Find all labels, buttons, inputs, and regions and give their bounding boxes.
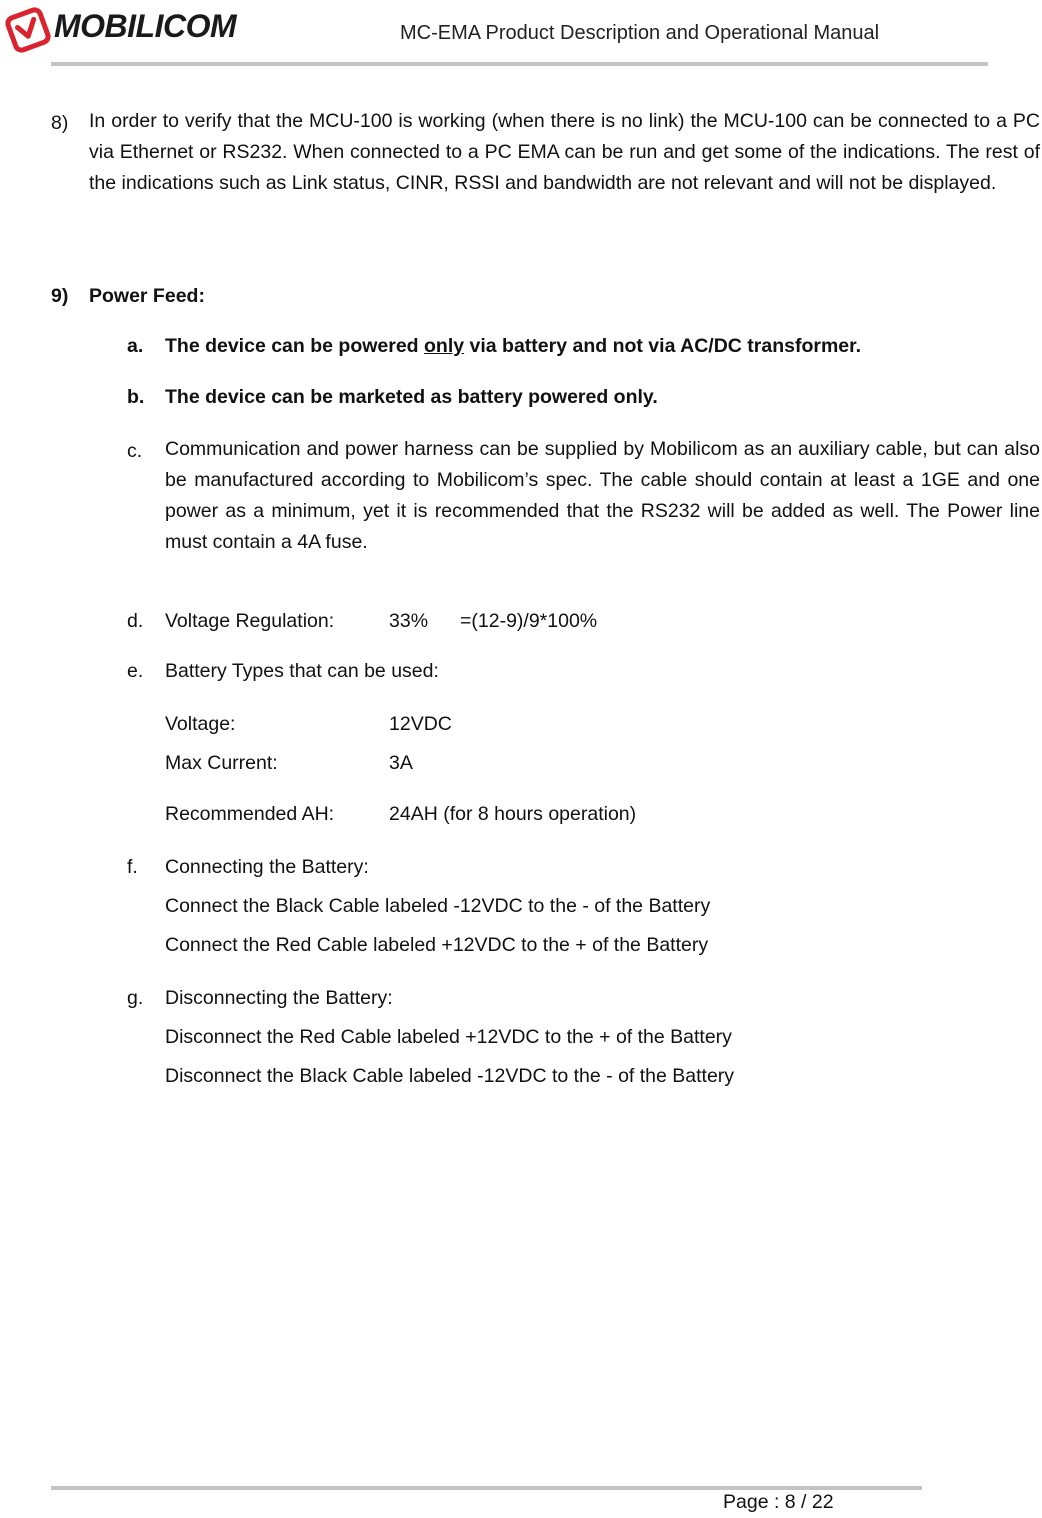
battery-row-value: 12VDC [389, 713, 452, 735]
sub-g-title: Disconnecting the Battery: [165, 987, 393, 1009]
sub-d-label: d. [127, 610, 144, 632]
page-number: Page : 8 / 22 [723, 1491, 834, 1513]
sub-a-label: a. [127, 335, 144, 357]
header-divider [51, 62, 988, 66]
footer-divider [51, 1486, 922, 1490]
sub-b-label: b. [127, 386, 145, 408]
battery-row-key: Recommended AH: [165, 803, 335, 825]
battery-row-key: Voltage: [165, 713, 236, 735]
sub-d-value: 33% [389, 610, 429, 632]
sub-b-text: The device can be marketed as battery powered only. [165, 386, 658, 408]
sub-f-title: Connecting the Battery: [165, 856, 369, 878]
item-9-number: 9) [51, 285, 69, 307]
disconnect-step: Disconnect the Red Cable labeled +12VDC to the + of the Battery [165, 1026, 732, 1048]
item-8-paragraph: In order to verify that the MCU-100 is working (when there is no link) the MCU-100 can be connected to a PC via Ethernet or RS232. When connected to a PC EMA can be run and get some of the indications. The rest of the indications such as Link status, CINR, RSSI and bandwidth are not relevant and will not be displayed. [89, 110, 1040, 194]
battery-row-value: 3A [389, 752, 413, 774]
sub-f-label: f. [127, 856, 138, 878]
sub-d-formula: =(12-9)/9*100% [460, 610, 598, 632]
battery-row-value: 24AH (for 8 hours operation) [389, 803, 637, 825]
sub-d-key: Voltage Regulation: [165, 610, 335, 632]
sub-g-label: g. [127, 987, 144, 1009]
sub-c-paragraph: Communication and power harness can be supplied by Mobilicom as an auxiliary cable, but can also be manufactured according to Mobilicom’s spec. The cable should contain at least a 1GE and one power as a minimum, yet it is recommended that the RS232 will be added as well. The Power line must contain a 4A fuse. [165, 438, 1040, 553]
item-8-number: 8) [51, 112, 69, 134]
disconnect-step: Disconnect the Black Cable labeled -12VDC to the - of the Battery [165, 1065, 735, 1087]
sub-e-label: e. [127, 660, 144, 682]
item-9-title: Power Feed: [89, 285, 205, 307]
emphasis-only: only [424, 335, 465, 357]
sub-c-label: c. [127, 440, 143, 462]
sub-a-text: The device can be powered only via battery and not via AC/DC transformer. [165, 335, 862, 357]
connect-step: Connect the Black Cable labeled -12VDC to the - of the Battery [165, 895, 711, 917]
sub-e-text: Battery Types that can be used: [165, 660, 439, 682]
brand-logo-text: MOBILICOM [54, 8, 237, 44]
connect-step: Connect the Red Cable labeled +12VDC to the + of the Battery [165, 934, 709, 956]
header-title: MC-EMA Product Description and Operational Manual [400, 22, 880, 44]
battery-row-key: Max Current: [165, 752, 278, 774]
